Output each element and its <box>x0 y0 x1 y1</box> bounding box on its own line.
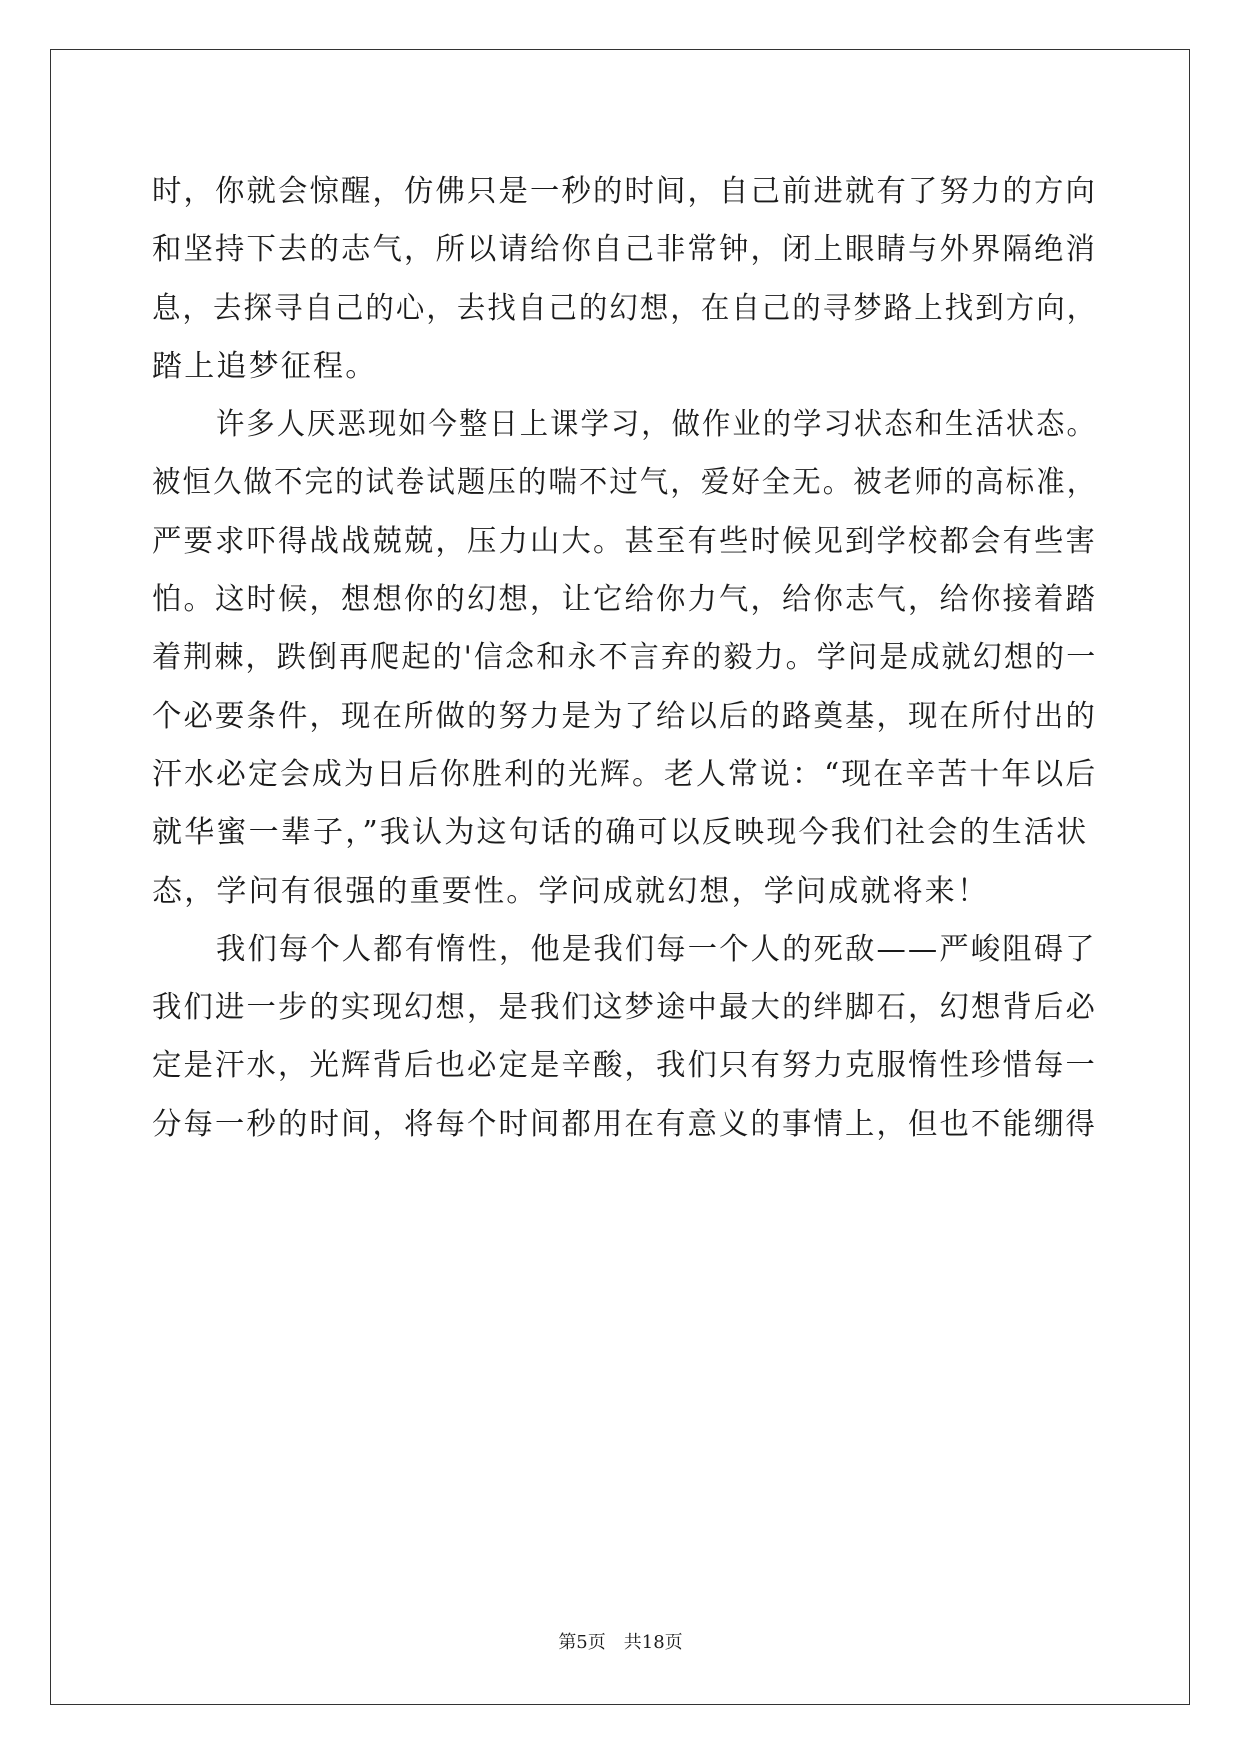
text-line: 分每一秒的时间，将每个时间都用在有意义的事情上，但也不能绷得 <box>152 1106 1098 1142</box>
text-line: 我们每个人都有惰性，他是我们每一个人的死敌——严峻阻碍了 <box>216 931 1097 967</box>
text-line: 着荆棘，跌倒再爬起的'信念和永不言弃的毅力。学问是成就幻想的一 <box>152 640 1098 676</box>
text-line: 怕。这时候，想想你的幻想，让它给你力气，给你志气，给你接着踏 <box>152 582 1098 618</box>
text-line: 时，你就会惊醒，仿佛只是一秒的时间，自己前进就有了努力的方向 <box>152 174 1098 209</box>
text-line: 被恒久做不完的试卷试题压的喘不过气，爱好全无。被老师的高标准， <box>152 465 1098 501</box>
text-line: 汗水必定会成为日后你胜利的光辉。老人常说：“现在辛苦十年以后 <box>152 756 1098 792</box>
text-line: 和坚持下去的志气，所以请给你自己非常钟，闭上眼睛与外界隔绝消 <box>152 232 1098 268</box>
text-line: 踏上追梦征程。 <box>152 348 378 384</box>
text-line: 定是汗水，光辉背后也必定是辛酸，我们只有努力克服惰性珍惜每一 <box>152 1048 1098 1084</box>
text-line: 严要求吓得战战兢兢，压力山大。甚至有些时候见到学校都会有些害 <box>152 523 1098 559</box>
page-number: 第5页 共18页 <box>558 1632 683 1653</box>
text-line: 我们进一步的实现幻想，是我们这梦途中最大的绊脚石，幻想背后必 <box>152 990 1098 1026</box>
document-body <box>152 163 1097 1154</box>
text-line: 息，去探寻自己的心，去找自己的幻想，在自己的寻梦路上找到方向， <box>152 290 1098 326</box>
text-line: 个必要条件，现在所做的努力是为了给以后的路奠基，现在所付出的 <box>152 698 1098 734</box>
text-line: 许多人厌恶现如今整日上课学习，做作业的学习状态和生活状态。 <box>216 407 1097 443</box>
text-line: 就华蜜一辈子，”我认为这句话的确可以反映现今我们社会的生活状 <box>152 815 1089 851</box>
text-line: 态，学问有很强的重要性。学问成就幻想，学问成就将来！ <box>152 873 990 909</box>
